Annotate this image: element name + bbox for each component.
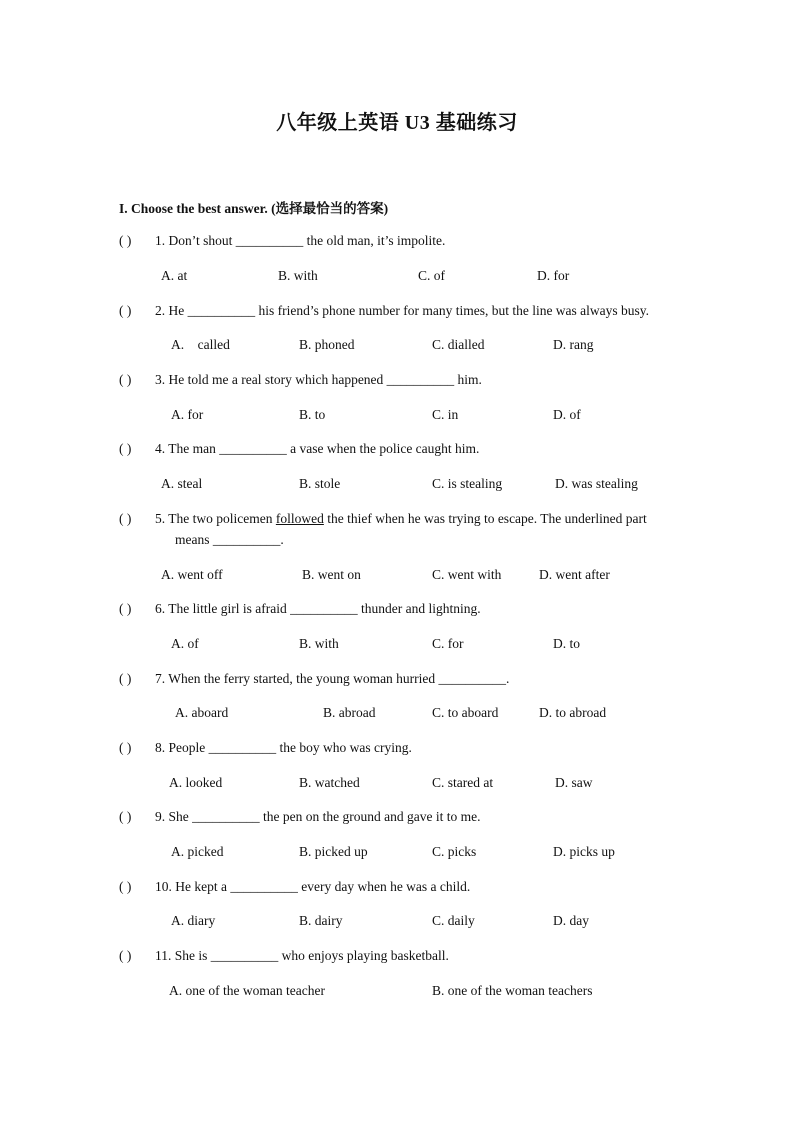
answer-bracket: ( ) [119,372,132,387]
question-stem: 11. She is __________ who enjoys playing basketball. [155,948,449,963]
option-d: D. went after [539,567,610,582]
question-stem: 6. The little girl is afraid __________ thunder and lightning. [155,601,481,616]
question-1 [119,233,445,249]
option-a: A. looked [169,775,223,790]
question-stem: 4. The man __________ a vase when the police caught him. [155,441,480,456]
option-a: A. at [161,268,188,283]
question-2 [119,303,649,319]
option-a: A. aboard [175,705,229,720]
question-stem: 7. When the ferry started, the young woman hurried __________. [155,671,510,686]
option-c: C. for [432,636,464,651]
option-d: D. of [553,407,581,422]
question-9 [119,809,480,825]
option-c: C. in [432,407,459,422]
answer-bracket: ( ) [119,879,132,894]
option-d: D. picks up [553,844,615,859]
answer-bracket: ( ) [119,441,132,456]
option-b: B. stole [299,476,341,491]
option-a: A. for [171,407,204,422]
option-d: D. to [553,636,580,651]
option-c: C. daily [432,913,475,928]
option-b: B. with [278,268,318,283]
question-stem: 10. He kept a __________ every day when he was a child. [155,879,471,894]
answer-bracket: ( ) [119,809,132,824]
question-7 [119,671,509,687]
option-c: C. is stealing [432,476,503,491]
answer-bracket: ( ) [119,601,132,616]
option-b: B. abroad [323,705,376,720]
option-d: D. for [537,268,570,283]
answer-bracket: ( ) [119,740,132,755]
answer-bracket: ( ) [119,511,132,526]
option-b: B. with [299,636,339,651]
answer-bracket: ( ) [119,671,132,686]
option-a: A. steal [161,476,203,491]
option-a: A. diary [171,913,216,928]
option-a: A. picked [171,844,224,859]
option-b: B. watched [299,775,360,790]
question-5 [119,511,647,548]
option-c: C. dialled [432,337,485,352]
option-b: B. one of the woman teachers [432,983,593,998]
option-c: C. to aboard [432,705,499,720]
option-d: D. saw [555,775,593,790]
option-d: D. day [553,913,589,928]
option-b: B. went on [302,567,361,582]
option-b: B. to [299,407,326,422]
question-stem: 3. He told me a real story which happened __________ him. [155,372,482,387]
option-d: D. rang [553,337,594,352]
question-8 [119,740,412,756]
question-stem: 8. People __________ the boy who was crying. [155,740,412,755]
question-stem: 9. She __________ the pen on the ground and gave it to me. [155,809,481,824]
question-stem-continued: means __________. [175,532,284,547]
question-stem-rest: the thief when he was trying to escape. The underlined part [323,511,647,526]
question-11 [119,948,449,964]
page-title: 八年级上英语 U3 基础练习 [276,112,518,134]
question-6 [119,601,481,617]
underlined-word: followed [275,511,324,526]
option-d: D. to abroad [539,705,607,720]
question-3 [119,372,482,388]
option-b: B. picked up [299,844,368,859]
option-a: A. of [171,636,199,651]
option-c: C. went with [432,567,502,582]
question-stem: 5. The two policemen [155,511,276,526]
question-stem: 2. He __________ his friend’s phone number for many times, but the line was always busy. [155,303,650,318]
section-heading: I. Choose the best answer. (选择最恰当的答案) [119,201,389,216]
option-c: C. picks [432,844,477,859]
option-c: C. stared at [432,775,494,790]
option-c: C. of [418,268,445,283]
answer-bracket: ( ) [119,233,132,248]
option-b: B. dairy [299,913,343,928]
option-a: A. called [171,337,230,352]
question-4 [119,441,479,457]
answer-bracket: ( ) [119,303,132,318]
option-b: B. phoned [299,337,355,352]
question-10 [119,879,470,895]
option-a: A. one of the woman teacher [169,983,325,998]
option-d: D. was stealing [555,476,638,491]
question-stem: 1. Don’t shout __________ the old man, it’s impolite. [155,233,446,248]
answer-bracket: ( ) [119,948,132,963]
option-a: A. went off [161,567,223,582]
